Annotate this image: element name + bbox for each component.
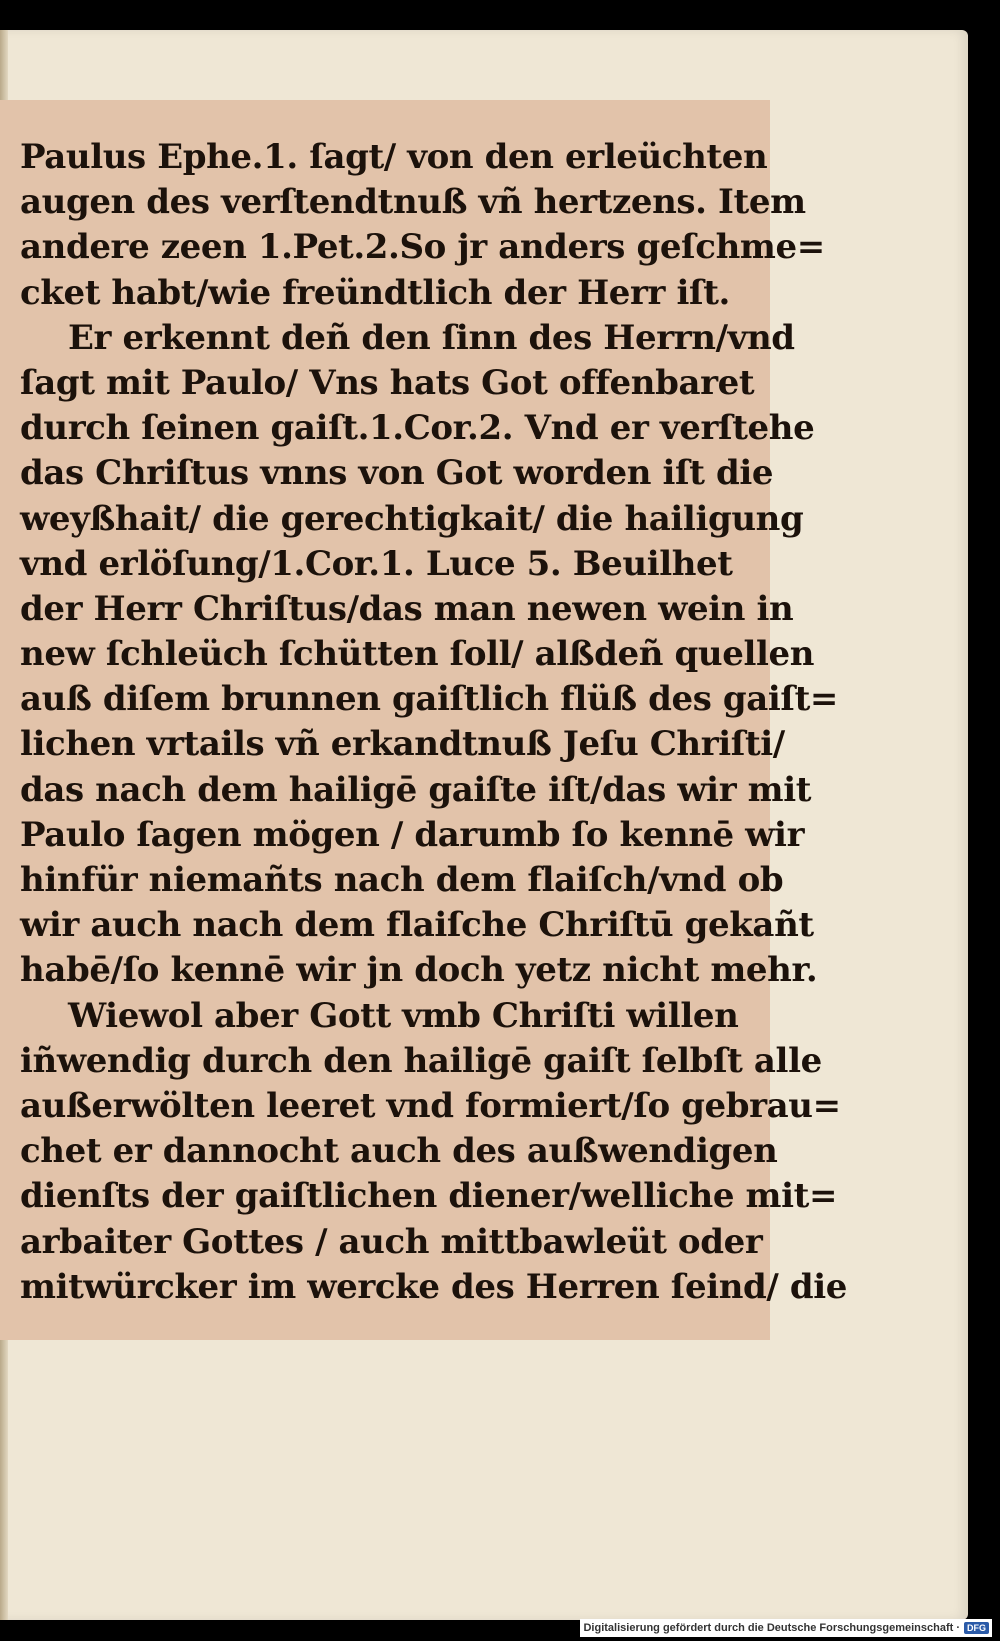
text-line: Paulus Ephe.1. ſagt/ von den erleüchten	[20, 137, 768, 177]
footer-credit: Digitalisierung gefördert durch die Deutsche Forschungsgemeinschaft ·	[583, 1622, 960, 1634]
text-line: vnd erlöſung/1.Cor.1. Luce 5. Beuilhet	[20, 543, 733, 584]
text-line: new ſchleüch ſchütten ſoll/ alßdeñ quellen	[20, 634, 815, 675]
text-line: habē/ſo kennē wir jn doch yetz nicht mehr.	[20, 950, 818, 991]
text-line: der Herr Chriſtus/das man newen wein in	[20, 588, 794, 629]
text-line: Wiewol aber Gott vmb Chriſti willen	[68, 995, 739, 1036]
text-line: lichen vrtails vñ erkandtnuß Jeſu Chriſti/	[20, 724, 785, 765]
text-line: andere zeen 1.Pet.2.So jr anders geſchme=	[20, 227, 825, 268]
text-line: mitwürcker im wercke des Herren ſeind/ die	[20, 1266, 848, 1307]
text-line: iñwendig durch den hailigē gaiſt ſelbſt alle	[20, 1040, 822, 1081]
page-text	[20, 135, 848, 1310]
text-line: ſagt mit Paulo/ Vns hats Got offenbaret	[20, 362, 755, 403]
dfg-logo-icon: DFG	[964, 1622, 989, 1634]
text-line: außerwölten leeret vnd formiert/ſo gebrau=	[20, 1085, 841, 1126]
text-line: wir auch nach dem flaiſche Chriſtū gekañt	[20, 905, 814, 946]
text-line: augen des verſtendtnuß vñ hertzens. Item	[20, 182, 806, 223]
text-line: auß diſem brunnen gaiſtlich flüß des gaiſt=	[20, 679, 839, 720]
text-line: weyßhait/ die gerechtigkait/ die hailigung	[20, 498, 804, 539]
text-line: Er erkennt deñ den ſinn des Herrn/vnd	[68, 317, 795, 358]
text-line: durch ſeinen gaiſt.1.Cor.2. Vnd er verſtehe	[20, 408, 815, 449]
text-line: cket habt/wie freündtlich der Herr iſt.	[20, 272, 730, 313]
text-line: arbaiter Gottes / auch mittbawleüt oder	[20, 1221, 763, 1262]
text-line: dienſts der gaiſtlichen diener/welliche mit=	[20, 1176, 838, 1217]
text-line: hinfür niemañts nach dem flaiſch/vnd ob	[20, 860, 784, 900]
text-line: chet er dannocht auch des außwendigen	[20, 1131, 778, 1172]
digitization-footer	[580, 1619, 992, 1637]
text-line: Paulo ſagen mögen / darumb ſo kennē wir	[20, 814, 805, 855]
text-line: das nach dem hailigē gaiſte iſt/das wir mit	[20, 769, 812, 810]
text-line: das Chriſtus vnns von Got worden iſt die	[20, 453, 774, 494]
